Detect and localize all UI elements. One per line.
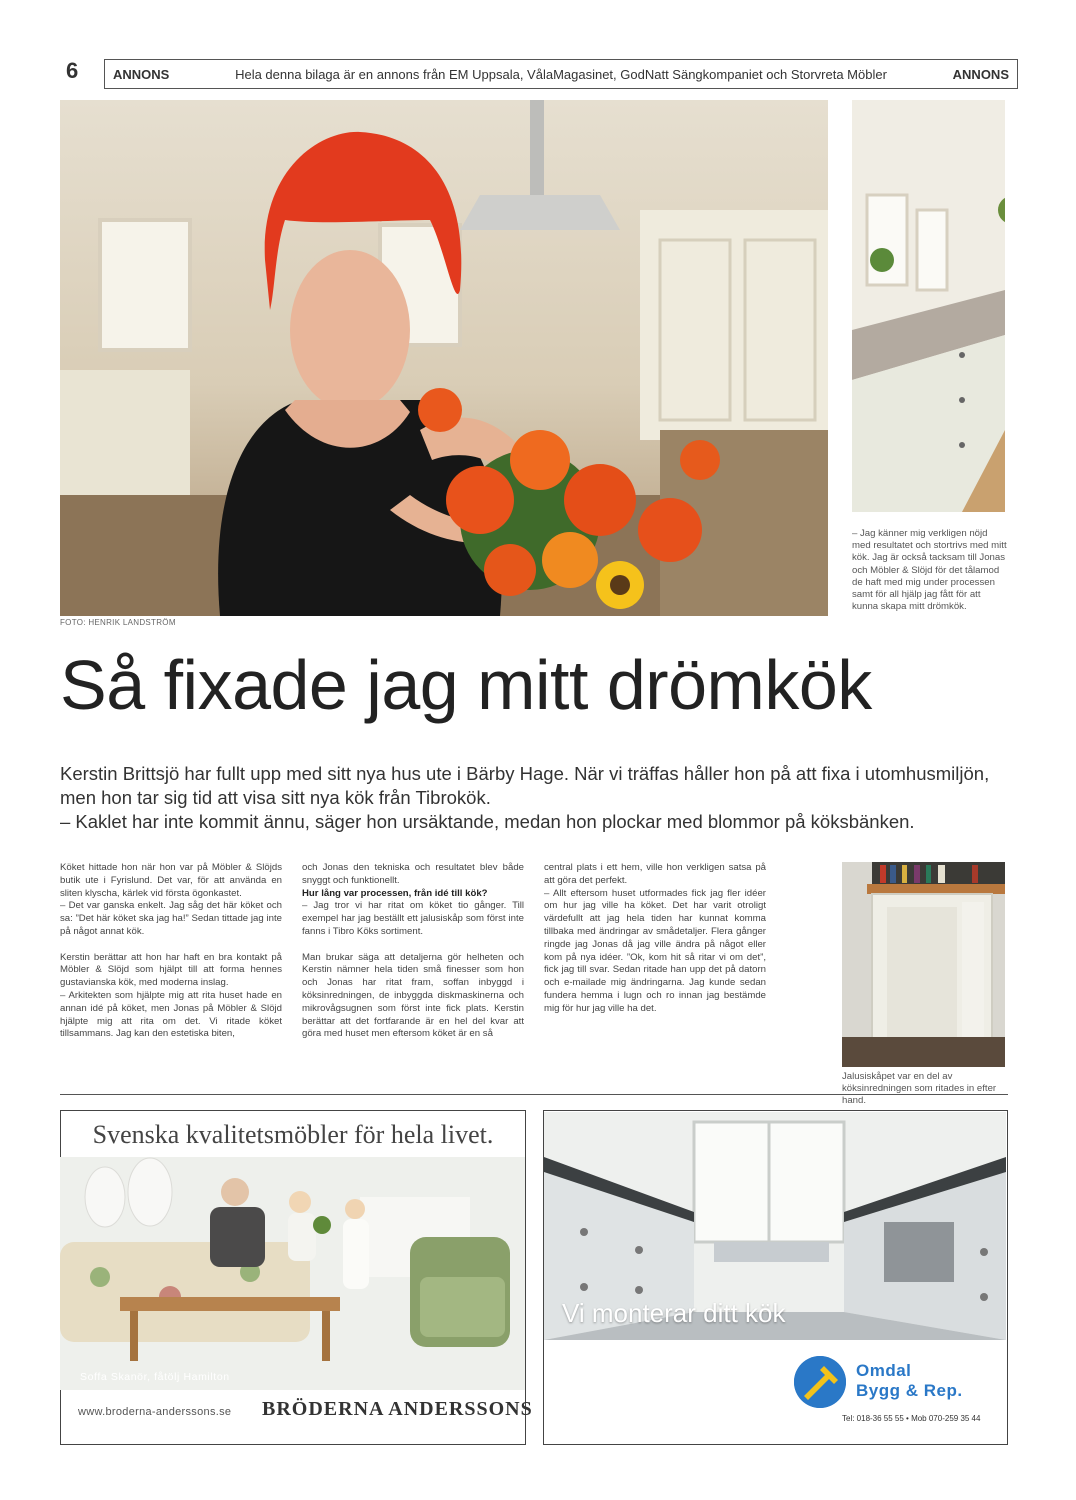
body-paragraph: – Jag tror vi har ritat om köket tio gånger. Till exempel har jag beställt ett jalusiskåp som först inte fanns i Tibro Köks sortiment. — [302, 900, 524, 937]
ad-right-caption: Vi monterar ditt kök — [562, 1298, 786, 1328]
body-column-3 — [544, 862, 766, 1016]
main-photo-illustration — [60, 100, 828, 616]
body-paragraph: – Arkitekten som hjälpte mig att rita huset hade en annan idé på köket, men Jonas på Möbler & Slöjd hjälpte mig att rita om det. Vi ritade köket tillsammans. Jag kan den estetiska biten, — [60, 989, 282, 1040]
side-photo — [852, 100, 1005, 512]
section-divider — [60, 1094, 1008, 1095]
body-paragraph: Köket hittade hon när hon var på Möbler & Slöjds butik ute i Fyrislund. Det var, för att använda en sliten klyscha, kärlek vid första ögonkastet. — [60, 862, 282, 899]
omdal-logo-line2: Bygg & Rep. — [856, 1381, 963, 1400]
body-paragraph: Kerstin berättar att hon har haft en bra kontakt på Möbler & Slöjd som hjälpt till att forma hennes gustavianska kök, med moderna inslag. — [60, 951, 282, 989]
lede-paragraph: Kerstin Brittsjö har fullt upp med sitt nya hus ute i Bärby Hage. När vi träffas håller hon på att fixa i utomhusmiljön, men hon tar sig tid att visa sitt nya kök från Tibrokök. — [60, 763, 990, 808]
ad-left-url: www.broderna-anderssons.se — [78, 1406, 232, 1418]
body-paragraph: Man brukar säga att detaljerna gör helheten och Kerstin nämner hela tiden små finesser som hon och Jonas har ritat fram, soffan inbyggd i köksinredningen, de inbyggda diskmaskinerna och mikrovågsugnen som först inte fick plats. Kerstin berättar att det fortfarande är en hel del kvar att göra med huset men eftersom köket är en så — [302, 951, 524, 1040]
body-paragraph: – Det var ganska enkelt. Jag såg det här köket och sa: ”Det här köket ska jag ha!” Sedan tittade jag inte på något annat kök. — [60, 900, 282, 937]
ad-left-photo-illustration — [60, 1157, 525, 1390]
hammer-icon — [794, 1356, 846, 1408]
body-column-2 — [302, 862, 524, 1041]
header-text: Hela denna bilaga är en annons från EM Uppsala, VålaMagasinet, GodNatt Sängkompaniet och Storvreta Möbler — [235, 66, 887, 82]
body-paragraph: och Jonas den tekniska och resultatet blev både snyggt och funktionellt. — [302, 862, 524, 886]
cabinet-photo — [842, 862, 1005, 1067]
body-paragraph: central plats i ett hem, ville hon verkligen satsa på att göra det perfekt. — [544, 862, 766, 886]
header-tag-left: ANNONS — [113, 66, 170, 82]
omdal-logo-line1: Omdal — [856, 1361, 912, 1380]
ad-left-caption: Soffa Skanör, fåtölj Hamilton — [80, 1371, 230, 1383]
cabinet-photo-illustration — [842, 862, 1005, 1067]
omdal-logo-icon — [794, 1356, 846, 1408]
main-photo — [60, 100, 828, 616]
interview-question: Hur lång var processen, från idé till kök? — [302, 887, 488, 899]
broderna-anderssons-logo: BRÖDERNA ANDERSSONS — [262, 1398, 533, 1420]
side-photo-caption: – Jag känner mig verkligen nöjd med resultatet och stortrivs med mitt kök. Jag är också tacksam till Jonas och Möbler & Slöjd för det tålamod de haft med mig under processen samt för all hjälp jag fått för att kunna skapa mitt drömkök. — [852, 528, 1007, 613]
lede-paragraph: – Kaklet har inte kommit ännu, säger hon ursäktande, medan hon plockar med blommor på köksbänken. — [60, 811, 915, 832]
ad-left-title: Svenska kvalitetsmöbler för hela livet. — [92, 1120, 494, 1149]
cabinet-photo-caption: Jalusiskåpet var en del av köksinredningen som ritades in efter hand. — [842, 1071, 997, 1107]
page-header — [104, 59, 1018, 89]
omdal-phone: Tel: 018-36 55 55 • Mob 070-259 35 44 — [842, 1414, 981, 1423]
side-photo-illustration — [852, 100, 1005, 512]
body-paragraph: – Allt eftersom huset utformades fick jag fler idéer om hur jag ville ha köket. Det har varit otroligt värdefullt att jag hela tiden har kunnat komma tillbaka med ändringar av smådetaljer. Flera gånger ringde jag Jonas då jag ville ändra på något eller kom på nya idéer. ”Ok, kom hit så ritar vi om det”, fick jag till svar. Sedan ritade han upp det på datorn och e-mailade mig ändringarna. Jag kunde sedan fundera hemma i lugn och ro innan jag bestämde mig för hur jag ville ha det. — [544, 887, 766, 1014]
ad-left-photo — [60, 1157, 525, 1390]
photo-credit: FOTO: HENRIK LANDSTRÖM — [60, 618, 176, 627]
lede — [60, 762, 1010, 834]
headline: Så fixade jag mitt drömkök — [60, 646, 872, 724]
header-tag-right: ANNONS — [952, 66, 1009, 82]
page-number: 6 — [66, 58, 79, 83]
omdal-logo-text — [856, 1361, 963, 1401]
body-column-1 — [60, 862, 282, 1041]
